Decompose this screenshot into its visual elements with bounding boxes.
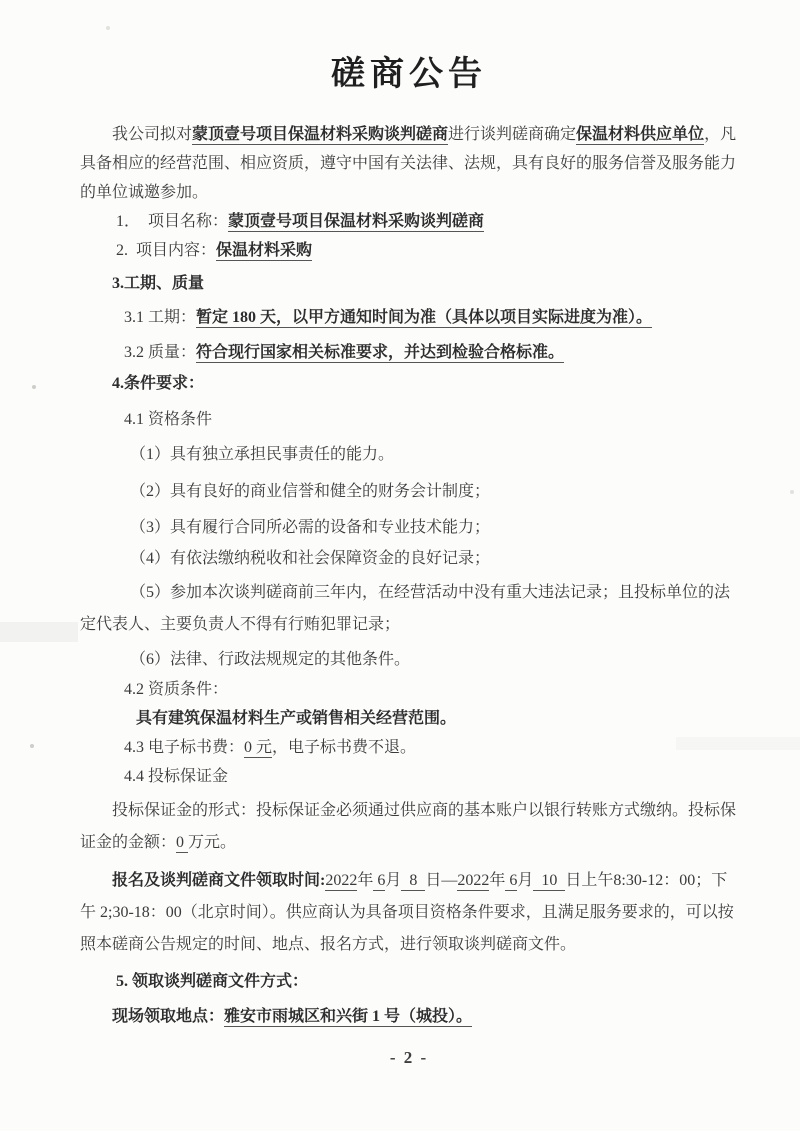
schedule-paragraph: [80, 865, 738, 961]
item-4-1-heading: 4.1 资格条件: [124, 411, 213, 428]
intro-supplier: 保温材料供应单位: [576, 126, 705, 143]
duration-value: 暂定 180 天，以甲方通知时间为准（具体以项目实际进度为准）。: [196, 309, 653, 326]
duration-label: 3.1 工期：: [124, 309, 197, 326]
item-4-4-heading: 4.4 投标保证金: [124, 768, 229, 785]
schedule-year-1: 2022: [325, 872, 358, 889]
location-label: 现场领取地点：: [112, 1008, 225, 1025]
condition-5: （5）参加本次谈判磋商前三年内，在经营活动中没有重大违法记录；且投标单位的法定代表人、主要负责人不得有行贿犯罪记录；: [80, 584, 731, 633]
item-1-label: 项目名称：: [148, 213, 229, 230]
condition-4: （4）有依法缴纳税收和社会保障资金的良好记录；: [130, 550, 491, 567]
condition-3: （3）具有履行合同所必需的设备和专业技术能力；: [130, 519, 491, 536]
item-2-project-content: [116, 236, 738, 265]
item-1-project-name: [116, 207, 738, 236]
deposit-amount: 0: [176, 834, 189, 851]
credential-detail: 具有建筑保温材料生产或销售相关经营范围。: [136, 710, 457, 727]
schedule-month-char-2: 月: [517, 872, 534, 889]
item-2-label: 项目内容：: [136, 242, 217, 259]
item-3-heading: 3.工期、质量: [112, 275, 205, 292]
schedule-year-char-1: 年: [357, 872, 374, 889]
intro-project-name: 蒙顶壹号项目保温材料采购谈判磋商: [192, 126, 449, 143]
scan-speck: [32, 385, 36, 389]
intro-pre: 我公司拟对: [112, 126, 193, 143]
item-2-value: 保温材料采购: [216, 242, 313, 259]
item-5-heading: 5. 领取谈判磋商文件方式：: [116, 973, 309, 990]
item-4-2-heading: 4.2 资质条件：: [124, 681, 229, 698]
item-4-heading: 4.条件要求：: [112, 375, 205, 392]
schedule-rest: 日上午8:30-12：00；下午 2;30-18：00（北京时间）。供应商认为具备项目资格条件要求，且满足服务要求的，可以按照本磋商公告规定的时间、地点、报名方式，进行领取谈判磋商文件。: [80, 872, 734, 953]
scan-speck: [790, 490, 794, 494]
schedule-year-2: 2022: [457, 872, 490, 889]
deposit-text: 投标保证金的形式：投标保证金必须通过供应商的基本账户以银行转账方式缴纳。投标保证金的金额：: [80, 802, 737, 851]
scan-speck: [106, 26, 110, 30]
schedule-day-1: 8: [401, 872, 426, 889]
schedule-year-char-2: 年: [489, 872, 506, 889]
schedule-label: 报名及谈判磋商文件领取时间:: [112, 872, 326, 889]
intro-post: ，凡具备相应的经营范围、相应资质，遵守中国有关法律、法规，具有良好的服务信誉及服务能力的单位诚邀参加。: [80, 126, 737, 201]
condition-1: （1）具有独立承担民事责任的能力。: [130, 446, 395, 463]
item-1-number: 1．: [116, 213, 141, 230]
quality-label: 3.2 质量：: [124, 344, 197, 361]
scan-speck: [30, 744, 34, 748]
item-2-number: 2.: [116, 242, 128, 259]
schedule-day-2: 10: [533, 872, 566, 889]
schedule-month-char-1: 月: [385, 872, 402, 889]
page-title: 磋商公告: [331, 56, 487, 93]
item-1-value: 蒙顶壹号项目保温材料采购谈判磋商: [228, 213, 485, 230]
quality-value: 符合现行国家相关标准要求，并达到检验合格标准。: [196, 344, 565, 361]
schedule-day-char-1: 日—: [425, 872, 458, 889]
intro-paragraph: [80, 120, 738, 207]
fee-label: 4.3 电子标书费：: [124, 739, 245, 756]
item-3-2-quality: [124, 338, 738, 367]
condition-6: （6）法律、行政法规规定的其他条件。: [130, 651, 411, 668]
fee-value: 0 元: [244, 739, 273, 756]
schedule-month-1: 6: [373, 872, 386, 889]
deposit-unit: 万元。: [188, 834, 237, 851]
schedule-month-2: 6: [505, 872, 518, 889]
intro-mid: 进行谈判磋商确定: [448, 126, 577, 143]
item-4-3-fee: [124, 733, 738, 762]
deposit-paragraph: [80, 795, 738, 859]
condition-2: （2）具有良好的商业信誉和健全的财务会计制度；: [130, 483, 491, 500]
item-3-1-duration: [124, 303, 738, 332]
location-value: 雅安市雨城区和兴街 1 号（城投）。: [224, 1008, 473, 1025]
pickup-location: [80, 1002, 738, 1031]
scan-artifact-band: [0, 622, 78, 642]
page-number: - 2 -: [389, 1048, 429, 1067]
fee-suffix: ，电子标书费不退。: [272, 739, 417, 756]
